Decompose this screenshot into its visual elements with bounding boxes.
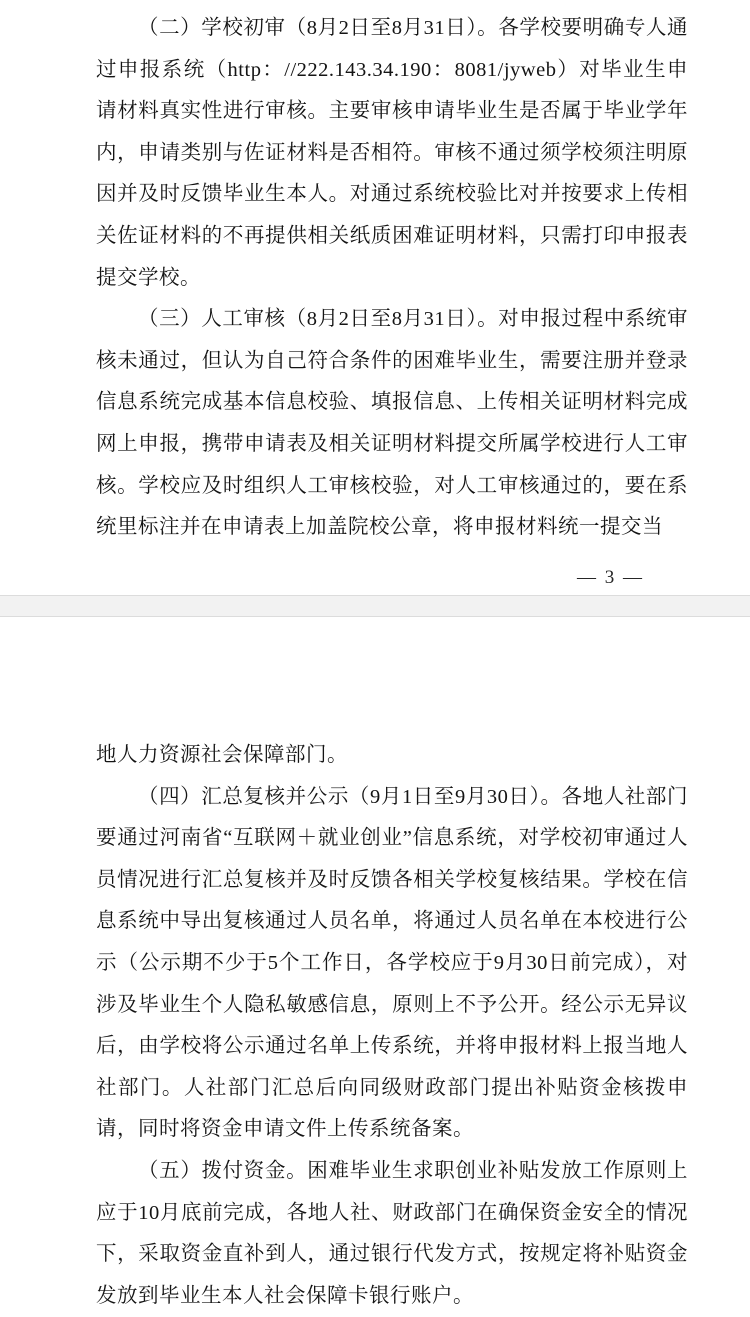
paragraph-continuation-human-resources: 地人力资源社会保障部门。 bbox=[96, 744, 348, 766]
paragraph-school-preliminary-review: （二）学校初审（8月2日至8月31日）。各学校要明确专人通过申报系统（http：//222.143.34.190：8081/jyweb）对毕业生申请材料真实性进行审核。主要审核申请毕业生是否属于毕业学年内，申请类别与佐证材料是否相符。审核不通过须学校须注明原因并及时反馈毕业生本人。对通过系统校验比对并按要求上传相关佐证材料的不再提供相关纸质困难证明材料，只需打印申报表提交学校。 bbox=[96, 17, 688, 289]
document-page-4 bbox=[0, 617, 750, 1307]
page-separator bbox=[0, 595, 750, 617]
document-page-3 bbox=[0, 0, 750, 595]
paragraph-fund-disbursement: （五）拨付资金。困难毕业生求职创业补贴发放工作原则上应于10月底前完成，各地人社、财政部门在确保资金安全的情况下，采取资金直补到人，通过银行代发方式，按规定将补贴资金发放到毕业生本人社会保障卡银行账户。 bbox=[96, 1159, 688, 1307]
paragraph-manual-review: （三）人工审核（8月2日至8月31日）。对申报过程中系统审核未通过，但认为自己符合条件的困难毕业生，需要注册并登录信息系统完成基本信息校验、填报信息、上传相关证明材料完成网上申报，携带申请表及相关证明材料提交所属学校进行人工审核。学校应及时组织人工审核校验，对人工审核通过的，要在系统里标注并在申请表上加盖院校公章，将申报材料统一提交当 bbox=[96, 308, 688, 539]
page-top-margin bbox=[96, 617, 688, 735]
paragraph-summary-review-and-publicity: （四）汇总复核并公示（9月1日至9月30日）。各地人社部门要通过河南省“互联网＋就业创业”信息系统，对学校初审通过人员情况进行汇总复核并及时反馈各相关学校复核结果。学校在信息系统中导出复核通过人员名单，将通过人员名单在本校进行公示（公示期不少于5个工作日，各学校应于9月30日前完成），对涉及毕业生个人隐私敏感信息，原则上不予公开。经公示无异议后，由学校将公示通过名单上传系统，并将申报材料上报当地人社部门。人社部门汇总后向同级财政部门提出补贴资金核拨申请，同时将资金申请文件上传系统备案。 bbox=[96, 785, 688, 1141]
page-number: — 3 — bbox=[577, 566, 644, 588]
